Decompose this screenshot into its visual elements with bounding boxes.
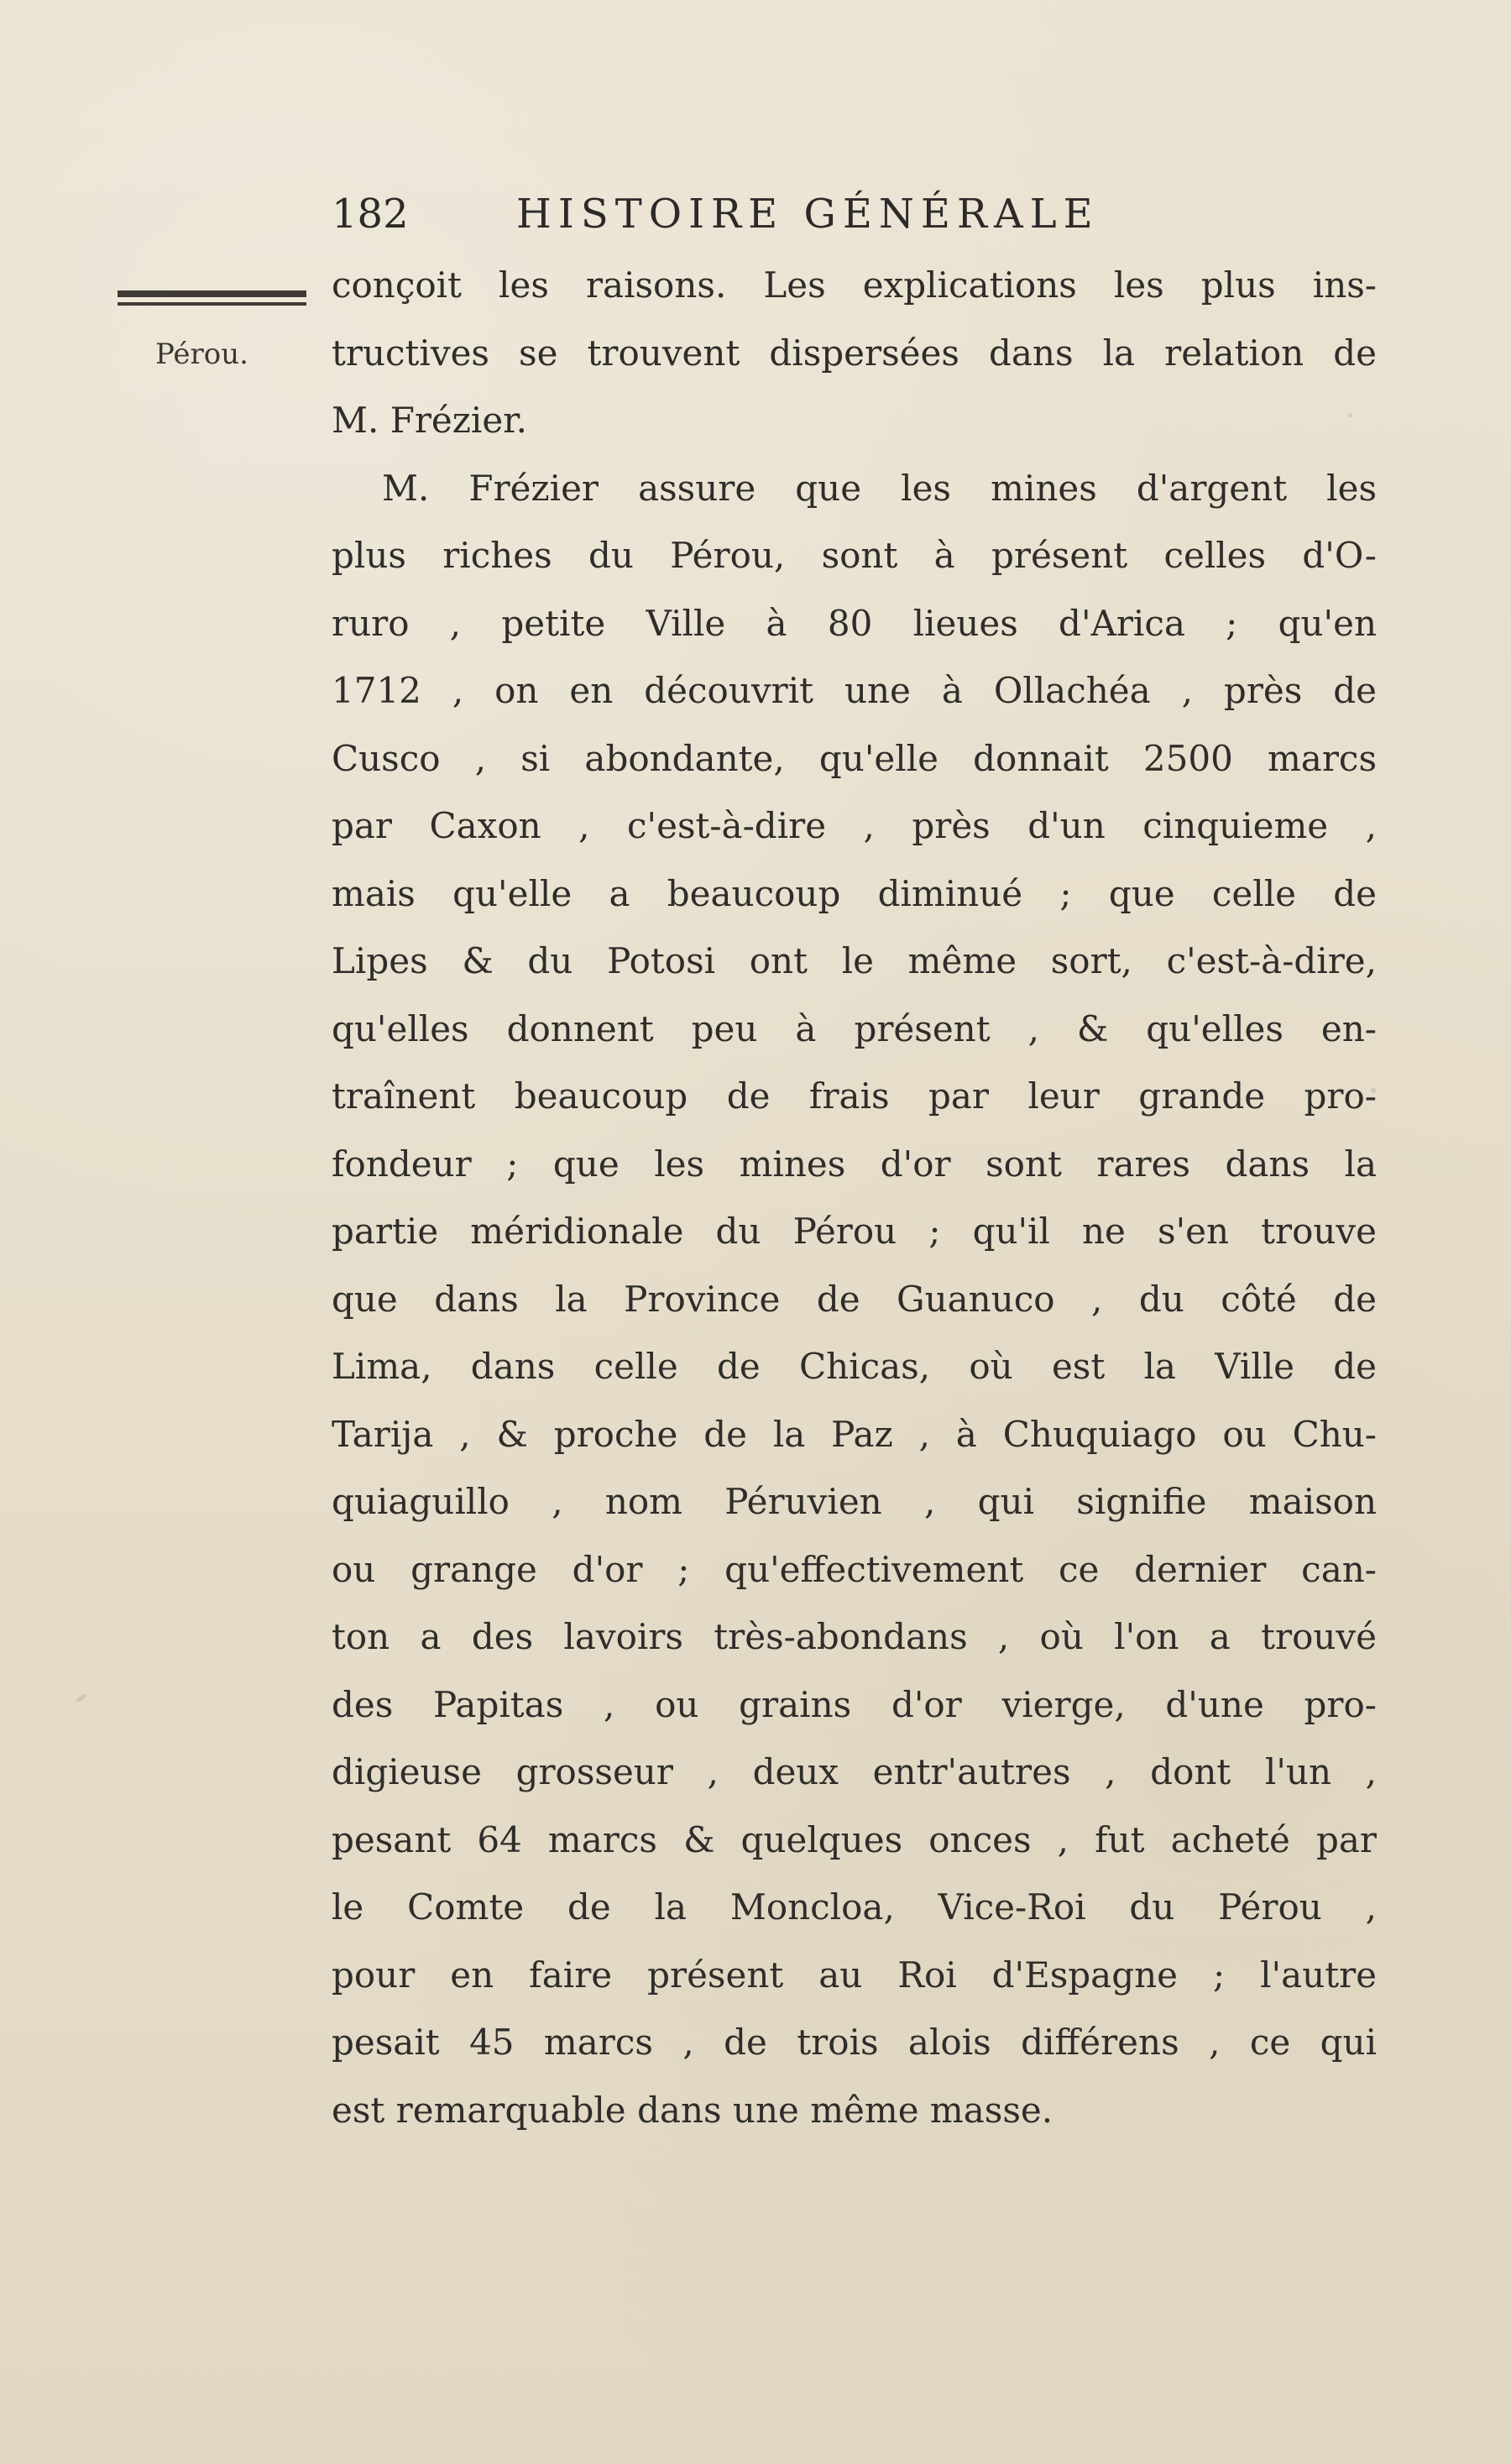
text-line-7: 1712 , on en découvrit une à Ollachéa , près de [332,670,1377,711]
paper-spot [1371,1088,1376,1093]
text-line-25: le Comte de la Moncloa, Vice-Roi du Pérou , [332,1886,1377,1928]
text-line-27: pesait 45 marcs , de trois alois différens , ce qui [332,2022,1377,2063]
text-line-17: Lima, dans celle de Chicas, où est la Ville de [332,1346,1377,1387]
text-line-13: traînent beaucoup de frais par leur grande pro- [332,1075,1377,1117]
body-text [332,252,1377,2144]
running-title: HISTOIRE GÉNÉRALE [516,191,1100,238]
text-line-15: partie méridionale du Pérou ; qu'il ne s'en trouve [332,1211,1377,1252]
text-line-22: des Papitas , ou grains d'or vierge, d'une pro- [332,1683,1377,1725]
text-line-14: fondeur ; que les mines d'or sont rares dans la [332,1143,1377,1185]
text-line-9: par Caxon , c'est-à-dire , près d'un cinquieme , [332,805,1377,846]
text-line-1: conçoit les raisons. Les explications les plus ins- [332,264,1377,306]
text-line-10: mais qu'elle a beaucoup diminué ; que celle de [332,872,1377,914]
text-line-20: ou grange d'or ; qu'effectivement ce dernier can- [332,1548,1377,1590]
text-line-4: M. Frézier assure que les mines d'argent les [382,467,1377,509]
text-line-21: ton a des lavoirs très-abondans , où l'on a trouvé [332,1616,1377,1657]
text-line-6: ruro , petite Ville à 80 lieues d'Arica ; qu'en [332,602,1377,644]
margin-note: Pérou. [155,337,248,371]
text-line-18: Tarija , & proche de la Paz , à Chuquiago ou Chu- [332,1413,1377,1455]
text-line-16: que dans la Province de Guanuco , du côté de [332,1278,1377,1320]
text-line-11: Lipes & du Potosi ont le même sort, c'est-à-dire, [332,940,1377,981]
text-line-28: est remarquable dans une même masse. [332,2089,1054,2131]
margin-rule-line-top [118,290,306,297]
page-header [332,185,1377,243]
text-line-5: plus riches du Pérou, sont à présent celles d'O- [332,535,1377,576]
paper-spot [1348,413,1352,417]
paper-spot [76,1692,87,1703]
text-line-12: qu'elles donnent peu à présent , & qu'elles en- [332,1007,1377,1049]
text-line-8: Cusco , si abondante, qu'elle donnait 2500 marcs [332,737,1377,779]
text-line-24: pesant 64 marcs & quelques onces , fut acheté par [332,1818,1377,1860]
text-line-2: tructives se trouvent dispersées dans la relation de [332,332,1377,374]
margin-rule-line-bottom [118,302,306,306]
text-line-3: M. Frézier. [332,400,528,441]
page-number: 182 [332,191,409,238]
margin-rule [118,287,306,311]
text-line-23: digieuse grosseur , deux entr'autres , dont l'un , [332,1751,1377,1792]
text-line-19: quiaguillo , nom Péruvien , qui signifie maison [332,1481,1377,1522]
text-line-26: pour en faire présent au Roi d'Espagne ; l'autre [332,1954,1377,1996]
